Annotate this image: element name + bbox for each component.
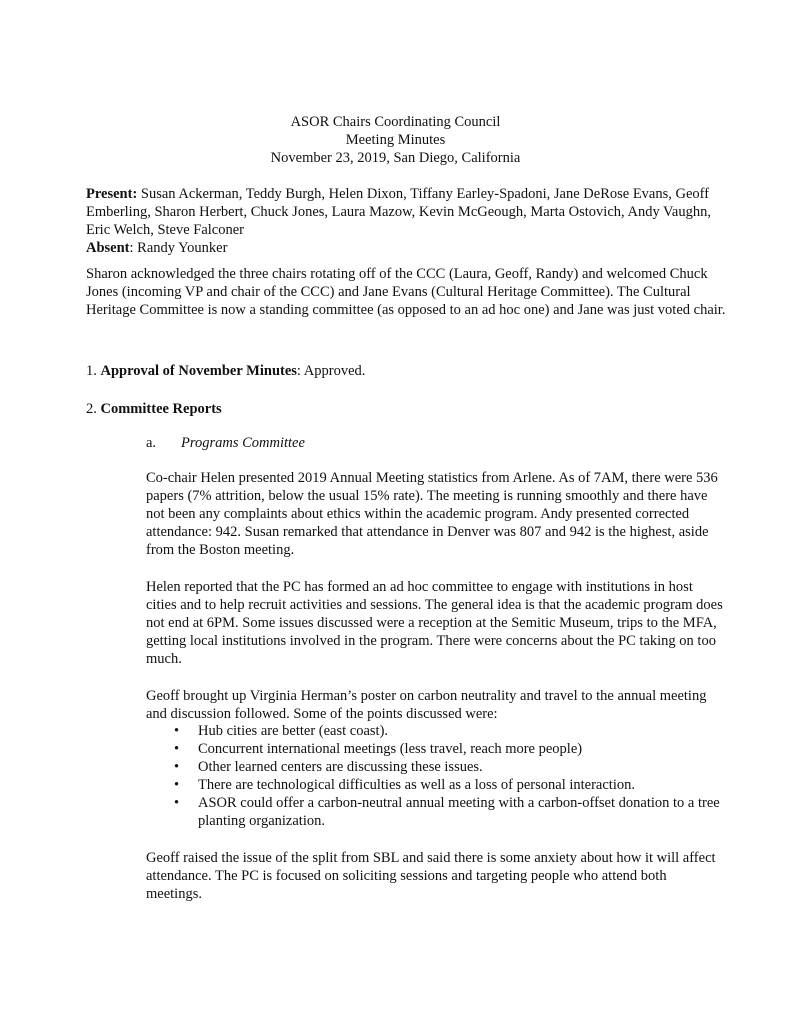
bullet-icon: • [174, 723, 180, 739]
list-item: • Other learned centers are discussing these issues. [174, 759, 483, 775]
present-names: Susan Ackerman, Teddy Burgh, Helen Dixon, Tiffany Earley-Spadoni, Jane DeRose Evans, Geoff Emberling, Sharon Herbert, Chuck Jones, Laura Mazow, Kevin McGeough, Marta Ostovich, Andy Vaughn, Eric Welch, Steve Falconer [86, 186, 711, 238]
attendance-section [86, 185, 726, 257]
absent-names: : Randy Younker [129, 240, 228, 256]
agenda-item-1-text: : Approved. [296, 363, 366, 379]
paragraph-sbl-split: Geoff raised the issue of the split from SBL and said there is some anxiety about how it will affect attendance. The PC is focused on soliciting sessions and targeting people who attend both meetings. [146, 850, 716, 902]
list-item: • Hub cities are better (east coast). [174, 723, 389, 739]
agenda-item-1-number: 1. [86, 363, 97, 379]
document-header [0, 113, 791, 167]
bullet-icon: • [174, 795, 180, 811]
agenda-item-1 [86, 362, 726, 380]
bullet-icon: • [174, 759, 180, 775]
discussion-points-list [171, 722, 731, 830]
agenda-item-2 [86, 400, 726, 418]
list-item: • There are technological difficulties as well as a loss of personal interaction. [174, 777, 635, 793]
agenda-item-2-number: 2. [86, 401, 97, 417]
paragraph-ad-hoc-committee: Helen reported that the PC has formed an ad hoc committee to engage with institutions in host cities and to help recruit activities and sessions. The general idea is that the academic program does not end at 6PM. Some issues discussed were a reception at the Semitic Museum, trips to the MFA, getting local institutions involved in the program. There were concerns about the PC taking on too much. [146, 579, 723, 667]
list-item: • ASOR could offer a carbon-neutral annual meeting with a carbon-offset donation to a tree planting organization. [174, 795, 720, 829]
subsection-marker: a. [146, 435, 157, 451]
document-title: Meeting Minutes [345, 132, 446, 148]
agenda-item-1-title: Approval of November Minutes [100, 363, 297, 379]
present-line [86, 185, 726, 239]
subsection-title: Programs Committee [181, 435, 305, 451]
bullet-icon: • [174, 777, 180, 793]
absent-label: Absent [86, 240, 130, 256]
meeting-date-location: November 23, 2019, San Diego, California [270, 150, 521, 166]
subsection-programs-committee [146, 434, 706, 452]
list-item: • Concurrent international meetings (less travel, reach more people) [174, 741, 583, 757]
intro-paragraph: Sharon acknowledged the three chairs rotating off of the CCC (Laura, Geoff, Randy) and welcomed Chuck Jones (incoming VP and chair of the CCC) and Jane Evans (Cultural Heritage Committee). The Cultural Heritage Committee is now a standing committee (as opposed to an ad hoc one) and Jane was just voted chair. [86, 266, 726, 318]
bullet-icon: • [174, 741, 180, 757]
agenda-item-2-title: Committee Reports [100, 401, 222, 417]
paragraph-carbon-neutrality: Geoff brought up Virginia Herman’s poster on carbon neutrality and travel to the annual meeting and discussion followed. Some of the points discussed were: [146, 688, 707, 722]
paragraph-meeting-statistics: Co-chair Helen presented 2019 Annual Meeting statistics from Arlene. As of 7AM, there were 536 papers (7% attrition, below the usual 15% rate). The meeting is running smoothly and there have not been any complaints about ethics within the academic program. Andy presented corrected attendance: 942. Susan remarked that attendance in Denver was 807 and 942 is the highest, aside from the Boston meeting. [146, 470, 718, 558]
present-label: Present: [86, 186, 138, 202]
absent-line [86, 239, 726, 257]
council-title: ASOR Chairs Coordinating Council [290, 114, 501, 130]
